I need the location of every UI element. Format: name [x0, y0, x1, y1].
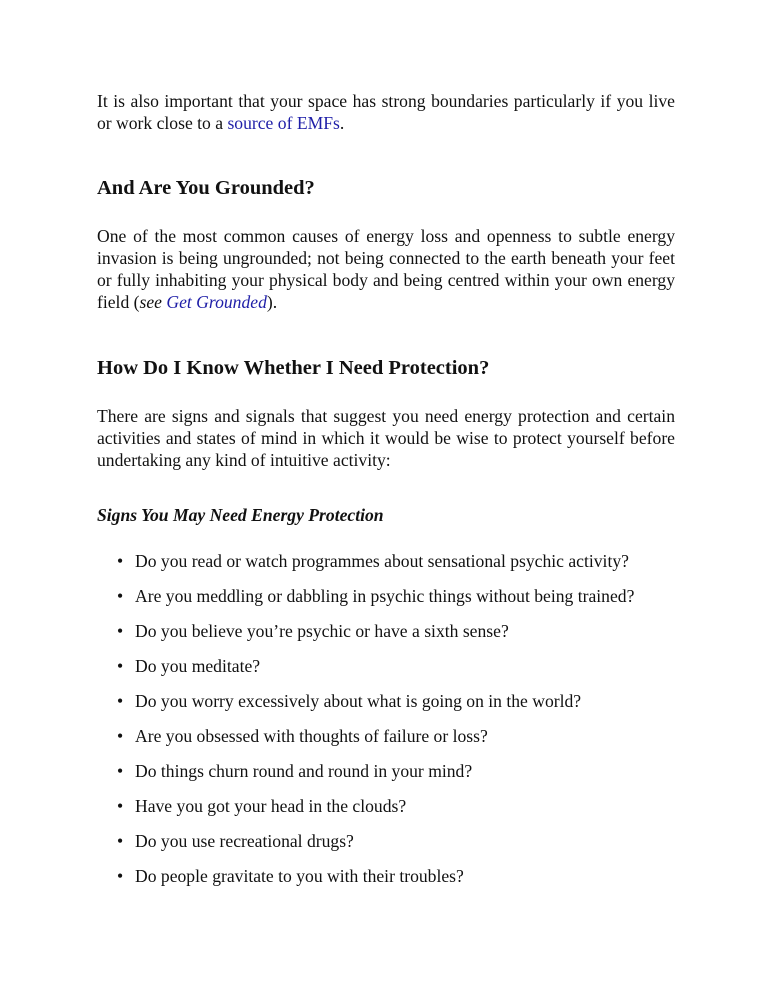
bullet-icon: •	[117, 551, 124, 571]
protection-heading: How Do I Know Whether I Need Protection?	[97, 357, 490, 379]
list-item	[117, 830, 675, 852]
signs-subheading: Signs You May Need Energy Protection	[97, 505, 384, 525]
document-page	[97, 90, 675, 900]
list-item-text: Do you worry excessively about what is going on in the world?	[135, 691, 582, 711]
list-item-text: Do you use recreational drugs?	[135, 831, 354, 851]
intro-paragraph	[97, 90, 675, 134]
bullet-icon: •	[117, 761, 124, 781]
protection-paragraph: There are signs and signals that suggest you need energy protection and certain activities and states of mind in which it would be wise to protect yourself before undertaking any kind of intuitive activity:	[97, 406, 675, 470]
list-item	[117, 585, 675, 607]
list-item	[117, 655, 675, 677]
grounded-paragraph	[97, 225, 675, 313]
list-item	[117, 620, 675, 642]
list-item	[117, 690, 675, 712]
list-item-text: Do people gravitate to you with their troubles?	[135, 866, 464, 886]
list-item-text: Are you obsessed with thoughts of failure or loss?	[135, 726, 488, 746]
bullet-icon: •	[117, 621, 124, 641]
bullet-icon: •	[117, 866, 124, 886]
grounded-text-end: ).	[266, 292, 278, 312]
intro-text: It is also important that your space has strong boundaries particularly if you live or work close to a	[97, 91, 675, 133]
emf-source-link[interactable]: source of EMFs	[227, 113, 340, 133]
grounded-text: One of the most common causes of energy loss and openness to subtle energy invasion is being ungrounded; not being connected to the earth beneath your feet or fully inhabiting your physical body and being centred within your own energy field (	[97, 226, 675, 312]
get-grounded-link-label: Get Grounded	[166, 292, 267, 312]
list-item-text: Have you got your head in the clouds?	[135, 796, 407, 816]
list-item-text: Do you believe you’re psychic or have a sixth sense?	[135, 621, 509, 641]
list-item	[117, 795, 675, 817]
list-item	[117, 550, 675, 572]
bullet-icon: •	[117, 586, 124, 606]
bullet-icon: •	[117, 726, 124, 746]
list-item-text: Do things churn round and round in your mind?	[135, 761, 473, 781]
signs-list	[97, 550, 675, 887]
grounded-heading: And Are You Grounded?	[97, 177, 315, 199]
list-item-text: Do you meditate?	[135, 656, 261, 676]
list-item-text: Are you meddling or dabbling in psychic things without being trained?	[135, 586, 635, 606]
bullet-icon: •	[117, 831, 124, 851]
list-item-text: Do you read or watch programmes about sensational psychic activity?	[135, 551, 629, 571]
list-item	[117, 760, 675, 782]
see-text: see	[139, 292, 167, 312]
intro-text-end: .	[339, 113, 345, 133]
list-item	[117, 725, 675, 747]
bullet-icon: •	[117, 656, 124, 676]
list-item	[117, 865, 675, 887]
bullet-icon: •	[117, 691, 124, 711]
get-grounded-link[interactable]	[166, 292, 267, 312]
bullet-icon: •	[117, 796, 124, 816]
